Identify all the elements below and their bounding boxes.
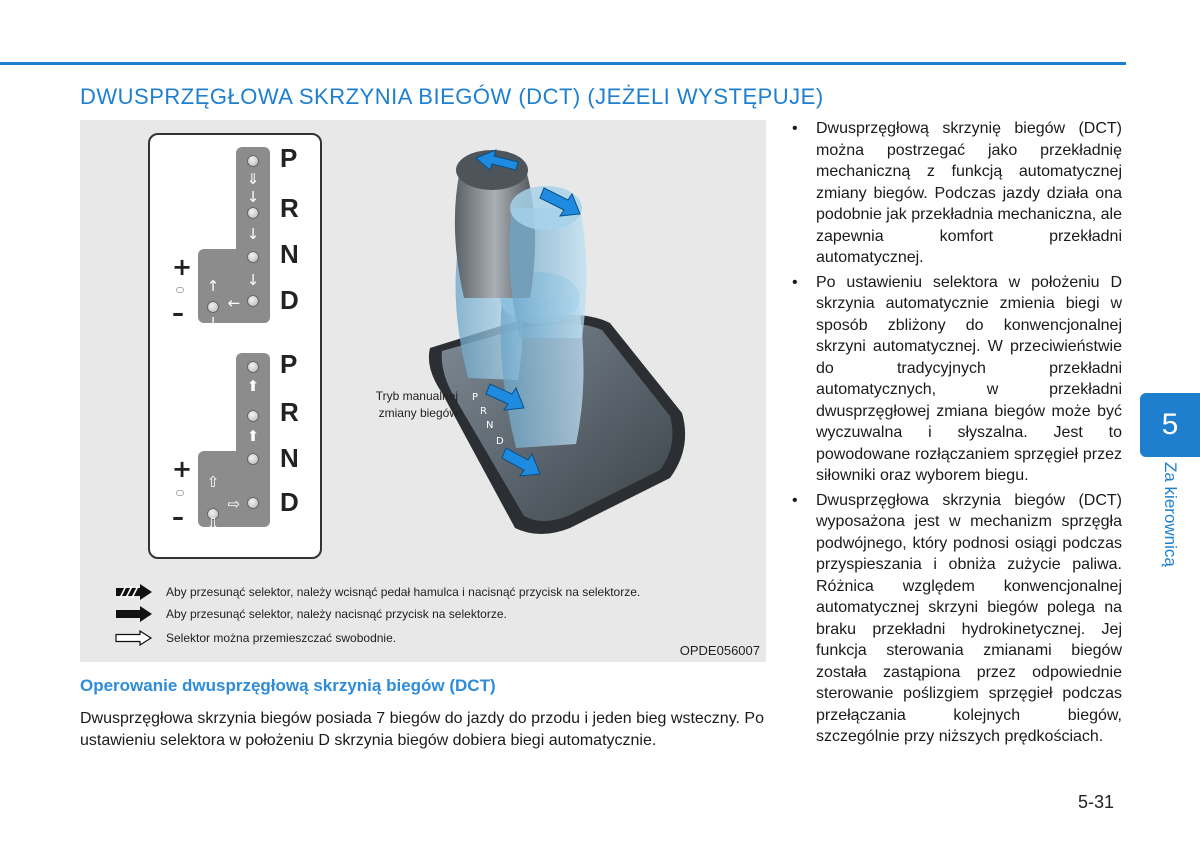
legend-item-brake bbox=[114, 584, 640, 600]
gear-letter-d-bottom: D bbox=[280, 487, 299, 517]
gear-letter-p: P bbox=[280, 143, 298, 173]
minus-sign: – bbox=[172, 299, 184, 327]
gear-letter-n-bottom: N bbox=[280, 443, 299, 473]
indicator-n: N bbox=[486, 420, 494, 431]
gear-letter-r-bottom: R bbox=[280, 397, 299, 427]
gear-letter-p-bottom: P bbox=[280, 349, 298, 379]
figure bbox=[80, 120, 766, 662]
bullet-item: • Dwusprzęgłowa skrzynia biegów (DCT) wyposażona jest w mechanizm sprzęgła podwójnego, który podnosi osiągi podczas przyspieszania i obniża zużycie paliwa. Różnica względem konwencjonalnej automatycznej skrzyni biegów polega na braku przekładni hydrokinetycznej. Jej funkcja sterowania zmianami biegów została zastąpiona przez odpowiednie sterowanie poślizgiem sprzęgieł podczas przełączania kolejnych biegów, szczególnie przy niższych prędkościach. bbox=[790, 490, 1122, 748]
legend-item-free bbox=[114, 630, 396, 646]
indicator-p: P bbox=[472, 392, 479, 403]
plus-sign-bottom: + bbox=[172, 455, 193, 483]
indicator-d: D bbox=[496, 436, 504, 447]
bullet-list bbox=[790, 118, 1122, 751]
bullet-item: • Po ustawieniu selektora w położeniu D skrzynia automatycznie zmienia biegi w sposób zbliżony do konwencjonalnej skrzyni automatycznej. W przeciwieństwie do tradycyjnych przekładni automatycznych, w przekładni dwusprzęgłowej zmiana biegów może być wyczuwalna i słyszalna. Jest to powodowane rozłączaniem sprzęgieł przez siłowniki oraz wyborem biegu. bbox=[790, 272, 1122, 487]
gear-pattern-panel: ⇓ ↓ ↓ ↓ ← ↑ ↓ P R N D + – ⬆ ⬆ ⇨ ⇧ ⇩ P R N D + – bbox=[148, 133, 322, 559]
legend-item-button bbox=[114, 606, 507, 622]
plus-sign: + bbox=[172, 253, 193, 281]
intro-paragraph: Dwusprzęgłowa skrzynia biegów posiada 7 biegów do jazdy do przodu i jeden bieg wsteczny. Po ustawieniu selektora w położeniu D skrzynia biegów dobiera biegi automatycznie. bbox=[80, 710, 764, 749]
hatched-arrow-icon bbox=[114, 584, 154, 600]
gear-shifter-illustration bbox=[420, 148, 692, 553]
page-number: 5-31 bbox=[1078, 792, 1115, 812]
outline-arrow-icon bbox=[114, 630, 154, 646]
top-rule bbox=[0, 62, 1126, 65]
black-arrow-icon bbox=[114, 606, 154, 622]
gear-letter-d: D bbox=[280, 285, 299, 315]
bullet-item: • Dwusprzęgłową skrzynię biegów (DCT) można postrzegać jako przekładnię mechaniczną z funkcją automatycznej zmiany biegów. Podczas jazdy działa ona podobnie jak przekładnia mechaniczna, ale zapewnia komfort przekładni automatycznej. bbox=[790, 118, 1122, 269]
legend-text-free: Selektor można przemieszczać swobodnie. bbox=[166, 631, 397, 645]
indicator-r: R bbox=[480, 406, 487, 417]
gear-letter-r: R bbox=[280, 193, 299, 223]
minus-sign-bottom: – bbox=[172, 503, 184, 531]
page-title: DWUSPRZĘGŁOWA SKRZYNIA BIEGÓW (DCT) (JEŻELI WYSTĘPUJE) bbox=[80, 84, 824, 109]
legend-text-brake: Aby przesunąć selektor, należy wcisnąć pedał hamulca i nacisnąć przycisk na selektorze. bbox=[166, 585, 641, 599]
chapter-tab[interactable]: 5 bbox=[1140, 393, 1200, 457]
figure-code: OPDE056007 bbox=[679, 643, 760, 658]
gear-letter-n: N bbox=[280, 239, 299, 269]
subheading: Operowanie dwusprzęgłową skrzynią biegów (DCT) bbox=[80, 676, 496, 695]
manual-mode-callout: Tryb manualnej zmiany biegów bbox=[375, 389, 458, 420]
chapter-label: Za kierownicą bbox=[1161, 462, 1180, 567]
legend-text-button: Aby przesunąć selektor, należy nacisnąć przycisk na selektorze. bbox=[166, 607, 507, 621]
